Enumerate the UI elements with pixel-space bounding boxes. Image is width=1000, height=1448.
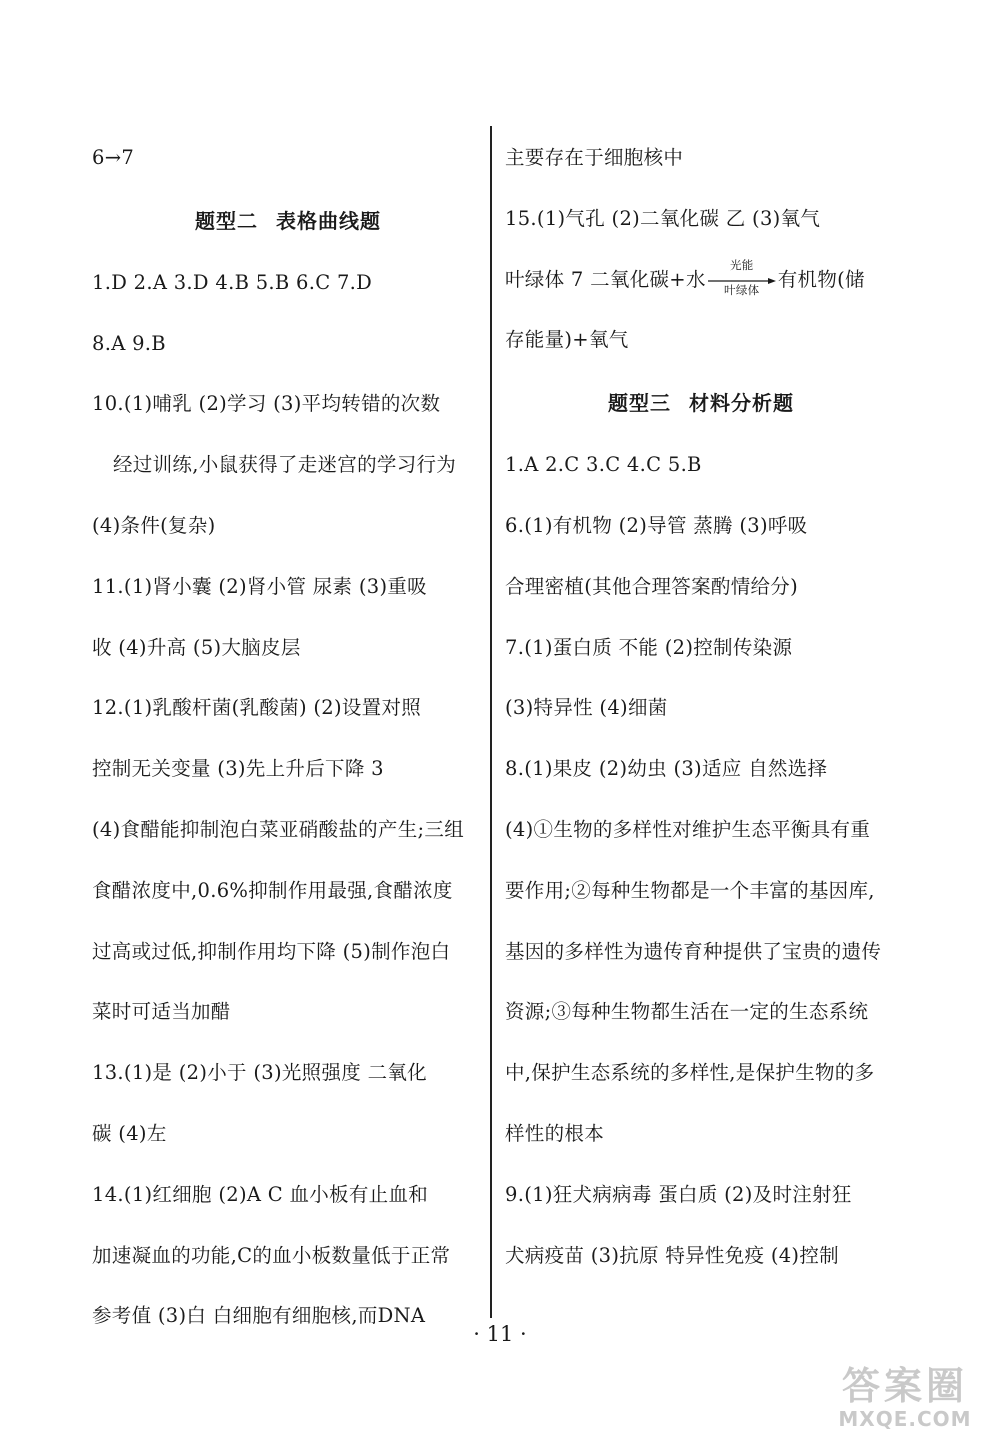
answer-line: 11.(1)肾小囊 (2)肾小管 尿素 (3)重吸 bbox=[92, 574, 427, 598]
answer-line: 存能量)+氧气 bbox=[505, 328, 629, 352]
answer-line: 15.(1)气孔 (2)二氧化碳 乙 (3)氧气 bbox=[505, 206, 821, 230]
answer-line: 资源;③每种生物都生活在一定的生态系统 bbox=[505, 1000, 869, 1024]
page-number: · 11 · bbox=[473, 1322, 527, 1346]
section-heading-title: 材料分析题 bbox=[689, 391, 794, 416]
answer-line-equation bbox=[505, 250, 897, 311]
watermark-text: 答案圈 bbox=[841, 1364, 968, 1408]
answer-line: 6.(1)有机物 (2)导管 蒸腾 (3)呼吸 bbox=[505, 513, 808, 537]
answer-line: 13.(1)是 (2)小于 (3)光照强度 二氧化 bbox=[92, 1061, 427, 1085]
answer-line: 过高或过低,抑制作用均下降 (5)制作泡白 bbox=[92, 939, 451, 963]
answer-line: 8.A 9.B bbox=[92, 331, 166, 355]
equation-reactants: 叶绿体 7 二氧化碳+水 bbox=[505, 267, 706, 291]
arrow-condition-chloroplast: 叶绿体 bbox=[724, 283, 760, 298]
answer-line: 参考值 (3)白 白细胞有细胞核,而DNA bbox=[92, 1304, 426, 1328]
answer-line: 中,保护生态系统的多样性,是保护生物的多 bbox=[505, 1061, 875, 1085]
left-column bbox=[92, 128, 484, 1347]
answer-line: (4)食醋能抑制泡白菜亚硝酸盐的产生;三组 bbox=[92, 817, 464, 841]
answer-line: 1.D 2.A 3.D 4.B 5.B 6.C 7.D bbox=[92, 270, 373, 294]
answer-line: 1.A 2.C 3.C 4.C 5.B bbox=[505, 453, 702, 477]
answer-line: 样性的根本 bbox=[505, 1121, 605, 1145]
answer-line: 6→7 bbox=[92, 146, 135, 169]
equation-products: 有机物(储 bbox=[777, 267, 865, 291]
answer-line: 食醋浓度中,0.6%抑制作用最强,食醋浓度 bbox=[92, 878, 453, 902]
arrow-condition-light: 光能 bbox=[729, 258, 754, 273]
answer-line: 要作用;②每种生物都是一个丰富的基因库, bbox=[505, 878, 875, 902]
answer-line: 基因的多样性为遗传育种提供了宝贵的遗传 bbox=[505, 939, 882, 963]
section-heading-type3 bbox=[505, 371, 897, 435]
column-divider bbox=[490, 126, 492, 1318]
answer-line: 8.(1)果皮 (2)幼虫 (3)适应 自然选择 bbox=[505, 757, 828, 781]
section-heading-type2 bbox=[92, 189, 484, 253]
right-column bbox=[505, 128, 897, 1286]
answer-line: 12.(1)乳酸杆菌(乳酸菌) (2)设置对照 bbox=[92, 696, 422, 720]
answer-line: 碳 (4)左 bbox=[92, 1121, 167, 1145]
answer-line: 9.(1)狂犬病病毒 蛋白质 (2)及时注射狂 bbox=[505, 1182, 852, 1206]
answer-line: (4)①生物的多样性对维护生态平衡具有重 bbox=[505, 817, 871, 841]
watermark-url: MXQE.COM bbox=[838, 1407, 972, 1431]
reaction-arrow bbox=[708, 258, 776, 298]
section-heading-label: 题型二 bbox=[195, 208, 258, 233]
answer-line: 控制无关变量 (3)先上升后下降 3 bbox=[92, 757, 384, 781]
answer-line: 经过训练,小鼠获得了走迷宫的学习行为 bbox=[113, 453, 457, 477]
answer-line: 14.(1)红细胞 (2)A C 血小板有止血和 bbox=[92, 1182, 429, 1206]
answer-line: (4)条件(复杂) bbox=[92, 513, 216, 537]
answer-line: 加速凝血的功能,C的血小板数量低于正常 bbox=[92, 1243, 451, 1267]
answer-line: 菜时可适当加醋 bbox=[92, 1000, 231, 1024]
section-heading-title: 表格曲线题 bbox=[276, 208, 381, 233]
answer-line: 收 (4)升高 (5)大脑皮层 bbox=[92, 635, 301, 659]
answer-line: 合理密植(其他合理答案酌情给分) bbox=[505, 574, 799, 598]
answer-line: (3)特异性 (4)细菌 bbox=[505, 696, 668, 720]
answer-line: 7.(1)蛋白质 不能 (2)控制传染源 bbox=[505, 635, 793, 659]
answer-line: 主要存在于细胞核中 bbox=[505, 146, 684, 169]
section-heading-label: 题型三 bbox=[608, 391, 671, 416]
answer-line: 犬病疫苗 (3)抗原 特异性免疫 (4)控制 bbox=[505, 1243, 839, 1267]
answer-line: 10.(1)哺乳 (2)学习 (3)平均转错的次数 bbox=[92, 392, 441, 416]
watermark-logo bbox=[830, 1364, 980, 1434]
